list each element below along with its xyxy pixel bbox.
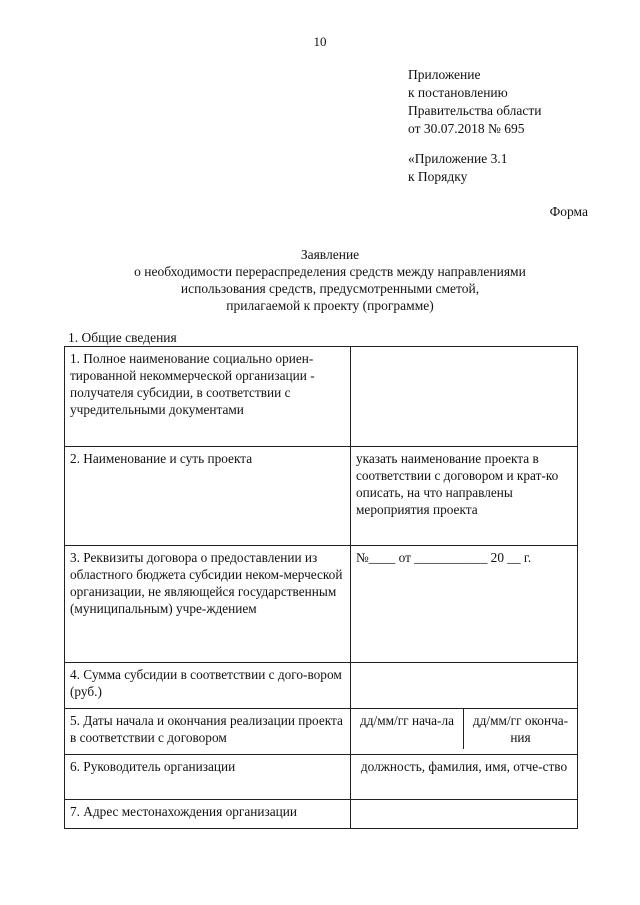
- row-label: 5. Даты начала и окончания реализации проекта в соответствии с договором: [65, 709, 351, 755]
- appendix-to-procedure: [408, 150, 507, 186]
- title-line: прилагаемой к проекту (программе): [226, 298, 434, 313]
- appendix2-line: «Приложение 3.1: [408, 151, 508, 166]
- row-value-field[interactable]: указать наименование проекта в соответствии с договором и крат-ко описать, на что направлены мероприятия проекта: [351, 447, 578, 546]
- row-value-split: [351, 709, 578, 755]
- row-label: 7. Адрес местонахождения организации: [65, 800, 351, 829]
- date-end-field[interactable]: дд/мм/гг оконча-ния: [472, 713, 569, 745]
- row-label: 2. Наименование и суть проекта: [65, 447, 351, 546]
- table-row: [65, 663, 578, 709]
- section-title: 1. Общие сведения: [68, 330, 177, 345]
- title-line: о необходимости перераспределения средств между направлениями: [134, 264, 526, 279]
- appendix-line: к постановлению: [408, 85, 508, 100]
- form-label: Форма: [549, 204, 588, 219]
- row-label: 3. Реквизиты договора о предоставлении из областного бюджета субсидии неком-мерческой организации, не являющейся государственным (муниципальным) учре-ждением: [65, 546, 351, 663]
- title-line: использования средств, предусмотренными сметой,: [180, 281, 480, 296]
- row-value-field[interactable]: [351, 347, 578, 447]
- row-value-field[interactable]: №____ от ___________ 20 __ г.: [351, 546, 578, 663]
- row-value-field[interactable]: должность, фамилия, имя, отче-ство: [351, 755, 578, 800]
- general-info-table: [64, 346, 578, 829]
- row-label: 6. Руководитель организации: [65, 755, 351, 800]
- appendix-line: от 30.07.2018 № 695: [408, 121, 525, 136]
- document-title: [60, 246, 600, 314]
- table-row: [65, 755, 578, 800]
- table-row: [65, 800, 578, 829]
- row-label: 1. Полное наименование социально ориен-тированной некоммерческой организации - получателя субсидии, в соответствии с учредительными документами: [65, 347, 351, 447]
- appendix2-line: к Порядку: [408, 169, 468, 184]
- appendix-block: [408, 66, 541, 138]
- appendix-line: Правительства области: [408, 103, 542, 118]
- row-label: 4. Сумма субсидии в соответствии с дого-вором (руб.): [65, 663, 351, 709]
- row-value-field[interactable]: [351, 663, 578, 709]
- title-line: Заявление: [300, 247, 360, 262]
- table-row: [65, 447, 578, 546]
- date-start-field[interactable]: дд/мм/гг нача-ла: [351, 709, 464, 749]
- table-row: [65, 546, 578, 663]
- table-row: [65, 347, 578, 447]
- table-row: [65, 709, 578, 755]
- row-value-field[interactable]: [351, 800, 578, 829]
- appendix-line: Приложение: [408, 67, 481, 82]
- page-number: 10: [313, 34, 327, 49]
